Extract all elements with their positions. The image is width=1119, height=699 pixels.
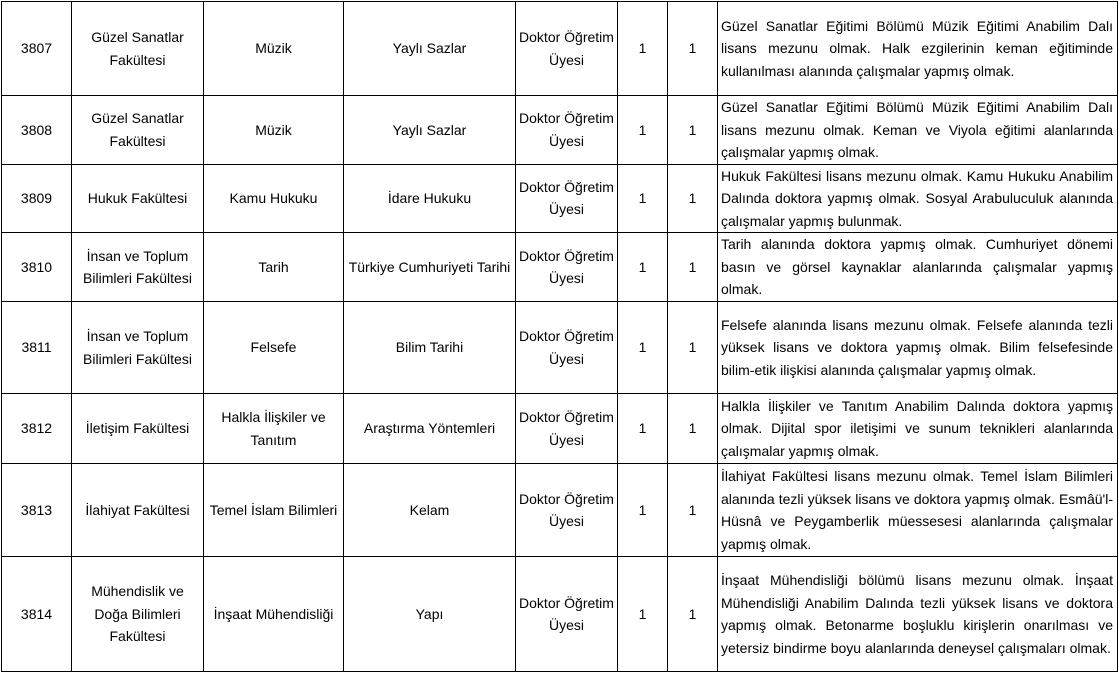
field-cell: Yaylı Sazlar [344, 2, 516, 96]
title-cell: Doktor Öğretim Üyesi [516, 464, 618, 557]
table-row [2, 233, 1118, 302]
faculty-cell: Mühendislik ve Doğa Bilimleri Fakültesi [72, 557, 204, 672]
field-cell: Bilim Tarihi [344, 302, 516, 394]
faculty-cell: İlahiyat Fakültesi [72, 464, 204, 557]
department-cell: Felsefe [204, 302, 344, 394]
title-cell: Doktor Öğretim Üyesi [516, 96, 618, 165]
count-cell: 1 [668, 96, 718, 165]
requirement-cell: Halkla İlişkiler ve Tanıtım Anabilim Dalında doktora yapmış olmak. Dijital spor iletişimi ve sunum teknikleri alanlarında çalışmalar yapmış olmak. [718, 394, 1118, 464]
faculty-cell: İnsan ve Toplum Bilimleri Fakültesi [72, 302, 204, 394]
count-cell: 1 [668, 164, 718, 233]
count-cell: 1 [618, 464, 668, 557]
requirement-cell: İlahiyat Fakültesi lisans mezunu olmak. Temel İslam Bilimleri alanında tezli yüksek lisans ve doktora yapmış olmak. Esmâü'l- Hüsnâ ve Peygamberlik müessesesi alanlarında çalışmalar yapmış olmak. [718, 464, 1118, 557]
count-cell: 1 [668, 233, 718, 302]
faculty-cell: Güzel Sanatlar Fakültesi [72, 96, 204, 165]
faculty-cell: Hukuk Fakültesi [72, 164, 204, 233]
requirement-cell: Felsefe alanında lisans mezunu olmak. Felsefe alanında tezli yüksek lisans ve doktora yapmış olmak. Bilim felsefesinde bilim-etik ilişkisi alanında çalışmalar yapmış olmak. [718, 302, 1118, 394]
title-cell: Doktor Öğretim Üyesi [516, 394, 618, 464]
table-row [2, 164, 1118, 233]
count-cell: 1 [618, 96, 668, 165]
position-number: 3810 [2, 233, 72, 302]
requirement-cell: Güzel Sanatlar Eğitimi Bölümü Müzik Eğitimi Anabilim Dalı lisans mezunu olmak. Halk ezgilerinin keman eğitiminde kullanılması alanında çalışmalar yapmış olmak. [718, 2, 1118, 96]
position-number: 3813 [2, 464, 72, 557]
faculty-cell: İletişim Fakültesi [72, 394, 204, 464]
count-cell: 1 [618, 394, 668, 464]
department-cell: İnşaat Mühendisliği [204, 557, 344, 672]
count-cell: 1 [668, 2, 718, 96]
table-row [2, 2, 1118, 96]
department-cell: Temel İslam Bilimleri [204, 464, 344, 557]
table-row [2, 394, 1118, 464]
field-cell: Kelam [344, 464, 516, 557]
table-row [2, 302, 1118, 394]
title-cell: Doktor Öğretim Üyesi [516, 164, 618, 233]
faculty-cell: Güzel Sanatlar Fakültesi [72, 2, 204, 96]
count-cell: 1 [668, 394, 718, 464]
department-cell: Kamu Hukuku [204, 164, 344, 233]
count-cell: 1 [618, 164, 668, 233]
title-cell: Doktor Öğretim Üyesi [516, 302, 618, 394]
field-cell: Yaylı Sazlar [344, 96, 516, 165]
count-cell: 1 [668, 464, 718, 557]
position-number: 3812 [2, 394, 72, 464]
count-cell: 1 [618, 233, 668, 302]
department-cell: Müzik [204, 96, 344, 165]
department-cell: Tarih [204, 233, 344, 302]
title-cell: Doktor Öğretim Üyesi [516, 557, 618, 672]
count-cell: 1 [618, 557, 668, 672]
requirement-cell: Güzel Sanatlar Eğitimi Bölümü Müzik Eğitimi Anabilim Dalı lisans mezunu olmak. Keman ve Viyola eğitimi alanlarında çalışmalar yapmış olmak. [718, 96, 1118, 165]
position-number: 3814 [2, 557, 72, 672]
field-cell: Yapı [344, 557, 516, 672]
field-cell: Türkiye Cumhuriyeti Tarihi [344, 233, 516, 302]
position-number: 3809 [2, 164, 72, 233]
position-number: 3811 [2, 302, 72, 394]
department-cell: Müzik [204, 2, 344, 96]
title-cell: Doktor Öğretim Üyesi [516, 233, 618, 302]
field-cell: İdare Hukuku [344, 164, 516, 233]
count-cell: 1 [668, 302, 718, 394]
count-cell: 1 [668, 557, 718, 672]
requirement-cell: Hukuk Fakültesi lisans mezunu olmak. Kamu Hukuku Anabilim Dalında doktora yapmış olmak. Sosyal Arabuluculuk alanında çalışmalar yapmış bulunmak. [718, 164, 1118, 233]
table-row [2, 557, 1118, 672]
requirement-cell: Tarih alanında doktora yapmış olmak. Cumhuriyet dönemi basın ve görsel kaynaklar alanlarında çalışmalar yapmış olmak. [718, 233, 1118, 302]
faculty-cell: İnsan ve Toplum Bilimleri Fakültesi [72, 233, 204, 302]
position-number: 3808 [2, 96, 72, 165]
count-cell: 1 [618, 2, 668, 96]
title-cell: Doktor Öğretim Üyesi [516, 2, 618, 96]
count-cell: 1 [618, 302, 668, 394]
field-cell: Araştırma Yöntemleri [344, 394, 516, 464]
department-cell: Halkla İlişkiler ve Tanıtım [204, 394, 344, 464]
table-row [2, 96, 1118, 165]
table-row [2, 464, 1118, 557]
position-number: 3807 [2, 2, 72, 96]
requirement-cell: İnşaat Mühendisliği bölümü lisans mezunu olmak. İnşaat Mühendisliği Anabilim Dalında tezli yüksek lisans ve doktora yapmış olmak. Betonarme boşluklu kirişlerin onarılması ve yetersiz bindirme boyu alanlarında deneysel çalışmaları olmak. [718, 557, 1118, 672]
positions-table [1, 1, 1118, 672]
